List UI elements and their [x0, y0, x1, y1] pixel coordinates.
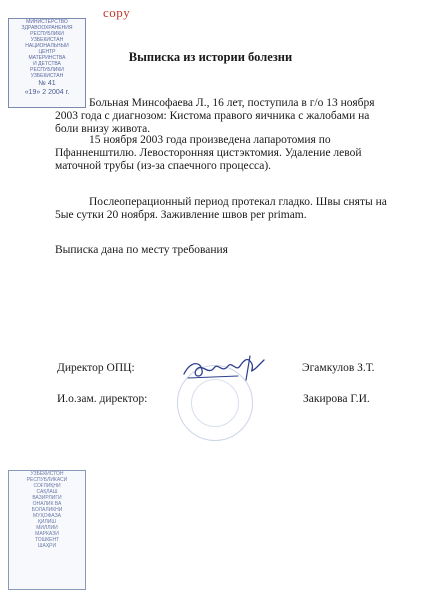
- handwritten-signature: [178, 352, 268, 386]
- stamp-line: НАЦИОНАЛЬНЫЙ: [25, 43, 69, 49]
- stamp-line: ЗДРАВООХРАНЕНИЯ: [21, 25, 73, 31]
- stamp-line: ЎЗБЕКИСТОН: [30, 471, 64, 477]
- stamp-line: ТОШКЕНТ: [34, 537, 60, 543]
- director-label: Директор ОПЦ:: [57, 362, 135, 374]
- stamp-line: И ДЕТСТВА: [33, 61, 61, 67]
- stamp-line: САҚЛАШ: [36, 489, 58, 495]
- stamp-line: РЕСПУБЛИКАСИ: [26, 477, 68, 483]
- paragraph-postoperative-text: Послеоперационный период протекал гладко. Швы сняты на 5ые сутки 20 ноября. Заживление швов per primam.: [55, 196, 387, 221]
- stamp-line: БОЛАЛИКНИ: [31, 507, 63, 513]
- stamp-line: ҚИЛИШ: [38, 519, 56, 525]
- stamp-line: МИЛЛИЙ: [36, 525, 58, 531]
- director-name: Эгамкулов З.Т.: [302, 362, 375, 374]
- round-seal-inner: [191, 379, 239, 427]
- deputy-label: И.о.зам. директор:: [57, 393, 148, 405]
- stamp-date: «19» 2 2004 г.: [24, 89, 70, 96]
- stamp-line: МАТЕРИНСТВА: [28, 55, 66, 61]
- stamp-line: РЕСПУБЛИКИ: [30, 31, 64, 37]
- stamp-line: ОНАЛИК ВА: [32, 501, 62, 507]
- stamp-line: МАРКАЗИ: [35, 531, 59, 537]
- stamp-line: УЗБЕКИСТАН: [30, 73, 64, 79]
- stamp-line: РЕСПУБЛИКИ: [30, 67, 64, 73]
- stamp-line: УЗБЕКИСТАН: [30, 37, 64, 43]
- document-title: Выписка из истории болезни: [128, 50, 293, 64]
- stamp-line: СОҒЛИҚНИ: [33, 483, 61, 489]
- corner-stamp: [8, 470, 86, 590]
- stamp-line: ВАЗИРЛИГИ: [32, 495, 62, 501]
- copy-mark: copy: [103, 5, 131, 20]
- stamp-line: ШАҲРИ: [37, 543, 57, 549]
- stamp-number: № 41: [38, 80, 56, 87]
- paragraph-admission-text: Больная Минсофаева Л., 16 лет, поступила в г/о 13 ноября 2003 года с диагнозом: Кистома правого яичника с жалобами на боли внизу живота.: [55, 97, 375, 135]
- paragraph-admission: [55, 97, 395, 136]
- paragraph-operation-text: 15 ноября 2003 года произведена лапаротомия по Пфанненштилю. Левосторонняя цистэктомия. Удаление левой маточной трубы (из-за спаечного процесса).: [55, 134, 362, 172]
- stamp-line: МУҲОФАЗА: [33, 513, 61, 519]
- stamp-line: МИНИСТЕРСТВО: [26, 19, 68, 25]
- paragraph-purpose: Выписка дана по месту требования: [55, 244, 228, 256]
- paragraph-operation: [55, 134, 395, 173]
- stamp-line: ЦЕНТР: [38, 49, 56, 55]
- paragraph-postoperative: [55, 196, 395, 222]
- deputy-name: Закирова Г.И.: [303, 393, 370, 405]
